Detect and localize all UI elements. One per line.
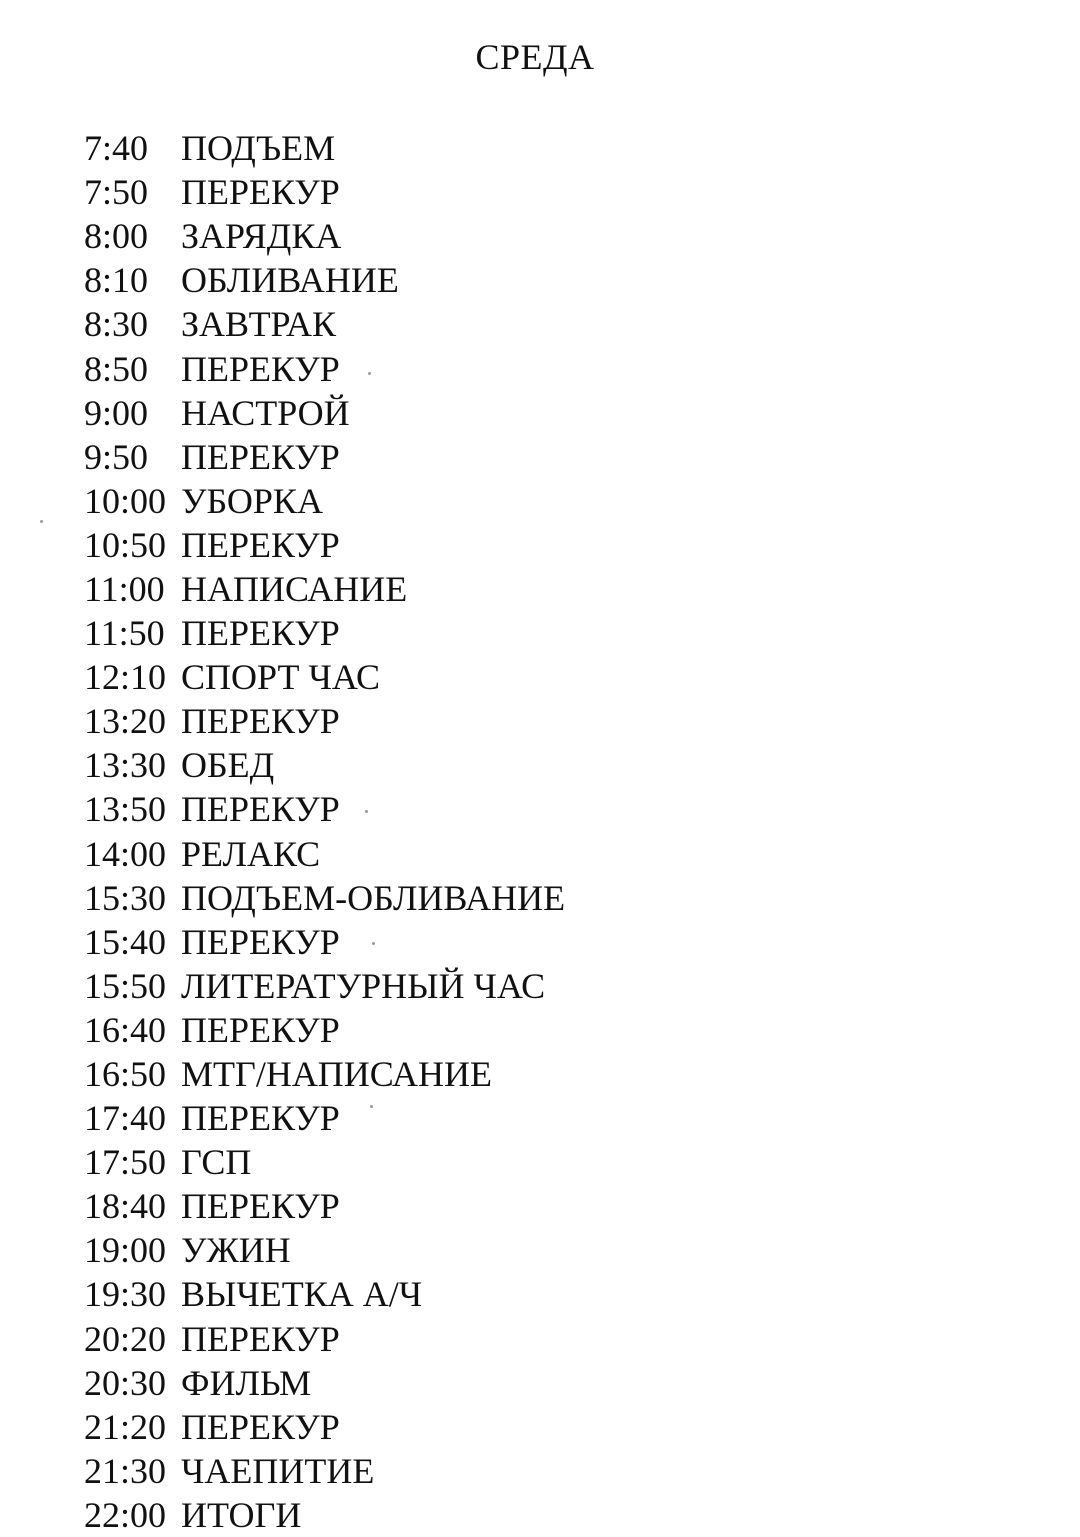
schedule-activity: ПОДЪЕМ-ОБЛИВАНИЕ xyxy=(181,877,566,918)
scan-speck xyxy=(40,520,43,523)
schedule-time: 10:50 xyxy=(84,524,167,565)
schedule-time: 8:50 xyxy=(84,348,149,389)
schedule-activity: ВЫЧЕТКА А/Ч xyxy=(181,1274,423,1315)
schedule-row xyxy=(84,1272,565,1316)
schedule-time: 7:40 xyxy=(84,128,149,169)
schedule-row xyxy=(84,787,565,831)
schedule-row xyxy=(84,126,565,170)
schedule-activity: ПЕРЕКУР xyxy=(181,348,340,389)
schedule-time: 8:30 xyxy=(84,304,149,345)
schedule-time: 9:50 xyxy=(84,436,149,477)
schedule-row xyxy=(84,567,565,611)
schedule-row xyxy=(84,435,565,479)
schedule-time: 11:00 xyxy=(84,568,165,609)
schedule-row xyxy=(84,876,565,920)
schedule-activity: ПЕРЕКУР xyxy=(181,1318,340,1359)
schedule-activity: НАПИСАНИЕ xyxy=(181,568,408,609)
schedule-time: 13:20 xyxy=(84,701,167,742)
schedule-activity: ПЕРЕКУР xyxy=(181,1186,340,1227)
schedule-activity: ОБЛИВАНИЕ xyxy=(181,260,399,301)
schedule-time: 11:50 xyxy=(84,613,165,654)
schedule-activity: ПЕРЕКУР xyxy=(181,1406,340,1447)
schedule-activity: ПЕРЕКУР xyxy=(181,172,340,213)
schedule-row xyxy=(84,1361,565,1405)
schedule-activity: ЗАРЯДКА xyxy=(181,216,342,257)
schedule-time: 20:30 xyxy=(84,1362,167,1403)
scan-speck xyxy=(370,1105,373,1108)
schedule-time: 16:50 xyxy=(84,1054,167,1095)
schedule-activity: УЖИН xyxy=(181,1230,291,1271)
schedule-row xyxy=(84,1228,565,1272)
schedule-time: 7:50 xyxy=(84,172,149,213)
schedule-activity: ПЕРЕКУР xyxy=(181,436,340,477)
schedule-row xyxy=(84,832,565,876)
schedule-time: 10:00 xyxy=(84,480,167,521)
schedule-row xyxy=(84,214,565,258)
schedule-activity: ОБЕД xyxy=(181,745,275,786)
scan-speck xyxy=(372,942,375,945)
schedule-row xyxy=(84,743,565,787)
schedule-time: 17:40 xyxy=(84,1098,167,1139)
schedule-time: 15:50 xyxy=(84,965,167,1006)
schedule-time: 19:00 xyxy=(84,1230,167,1271)
schedule-activity: ПЕРЕКУР xyxy=(181,1098,340,1139)
schedule-row xyxy=(84,1317,565,1361)
schedule-activity: ЗАВТРАК xyxy=(181,304,336,345)
schedule-row xyxy=(84,1096,565,1140)
schedule-row xyxy=(84,1184,565,1228)
schedule-time: 15:30 xyxy=(84,877,167,918)
schedule-row xyxy=(84,920,565,964)
schedule-time: 22:00 xyxy=(84,1494,167,1535)
schedule-activity: ФИЛЬМ xyxy=(181,1362,312,1403)
schedule-activity: ПОДЪЕМ xyxy=(181,128,336,169)
schedule-activity: ИТОГИ xyxy=(181,1494,302,1535)
schedule-row xyxy=(84,391,565,435)
schedule-row xyxy=(84,1405,565,1449)
schedule-activity: ЛИТЕРАТУРНЫЙ ЧАС xyxy=(181,965,546,1006)
schedule-row xyxy=(84,655,565,699)
schedule-time: 12:10 xyxy=(84,657,167,698)
schedule-activity: УБОРКА xyxy=(181,480,323,521)
schedule-row xyxy=(84,479,565,523)
schedule-time: 17:50 xyxy=(84,1142,167,1183)
schedule-row xyxy=(84,523,565,567)
schedule-activity: ПЕРЕКУР xyxy=(181,524,340,565)
schedule-activity: ПЕРЕКУР xyxy=(181,921,340,962)
schedule-time: 18:40 xyxy=(84,1186,167,1227)
schedule-time: 20:20 xyxy=(84,1318,167,1359)
schedule-activity: ГСП xyxy=(181,1142,252,1183)
schedule-time: 19:30 xyxy=(84,1274,167,1315)
schedule-row xyxy=(84,1449,565,1493)
schedule-row xyxy=(84,1140,565,1184)
schedule-activity: СПОРТ ЧАС xyxy=(181,657,381,698)
schedule-activity: ЧАЕПИТИЕ xyxy=(181,1450,375,1491)
schedule-row xyxy=(84,346,565,390)
schedule-time: 15:40 xyxy=(84,921,167,962)
schedule-time: 21:20 xyxy=(84,1406,167,1447)
schedule-time: 8:10 xyxy=(84,260,149,301)
schedule-activity: НАСТРОЙ xyxy=(181,392,350,433)
schedule-activity: ПЕРЕКУР xyxy=(181,701,340,742)
schedule-time: 13:50 xyxy=(84,789,167,830)
schedule-row xyxy=(84,170,565,214)
schedule-activity: ПЕРЕКУР xyxy=(181,613,340,654)
schedule-list xyxy=(84,126,565,1537)
schedule-row xyxy=(84,611,565,655)
schedule-time: 13:30 xyxy=(84,745,167,786)
schedule-row xyxy=(84,302,565,346)
schedule-time: 8:00 xyxy=(84,216,149,257)
scan-speck xyxy=(365,810,368,813)
schedule-activity: МТГ/НАПИСАНИЕ xyxy=(181,1054,493,1095)
schedule-activity: ПЕРЕКУР xyxy=(181,1009,340,1050)
schedule-row xyxy=(84,1008,565,1052)
schedule-activity: РЕЛАКС xyxy=(181,833,321,874)
schedule-time: 21:30 xyxy=(84,1450,167,1491)
schedule-time: 9:00 xyxy=(84,392,149,433)
page-title: СРЕДА xyxy=(475,37,595,77)
schedule-activity: ПЕРЕКУР xyxy=(181,789,340,830)
schedule-row xyxy=(84,964,565,1008)
scan-speck xyxy=(368,372,371,375)
schedule-row xyxy=(84,1052,565,1096)
schedule-time: 14:00 xyxy=(84,833,167,874)
schedule-time: 16:40 xyxy=(84,1009,167,1050)
schedule-row xyxy=(84,1493,565,1537)
schedule-row xyxy=(84,699,565,743)
schedule-row xyxy=(84,258,565,302)
